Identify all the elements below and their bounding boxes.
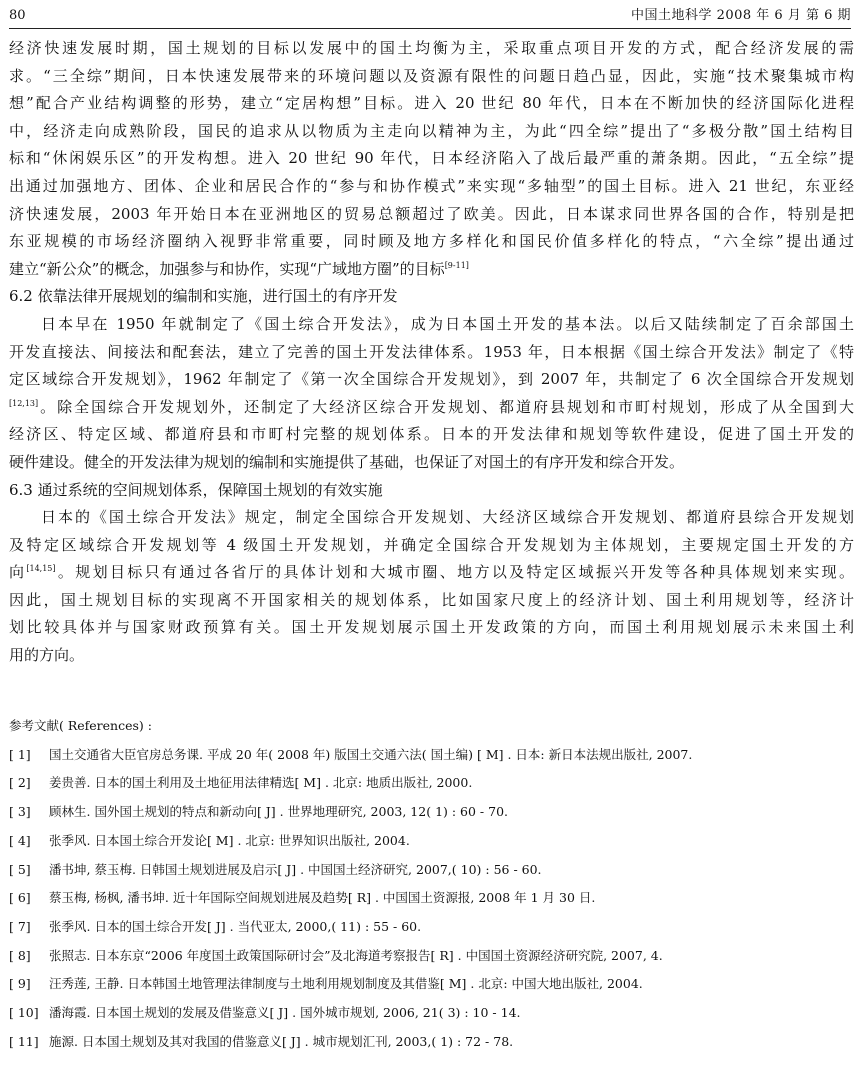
reference-text: 潘书坤, 蔡玉梅. 日韩国土规划进展及启示[ J] . 中国国土经济研究, 2007,( 10) : 56 - 60. bbox=[49, 861, 542, 877]
reference-text: 张季风. 日本的国土综合开发[ J] . 当代亚太, 2000,( 11) : 55 - 60. bbox=[49, 918, 422, 934]
reference-number: [ 11] bbox=[9, 1033, 39, 1049]
reference-text: 蔡玉梅, 杨枫, 潘书坤. 近十年国际空间规划进展及趋势[ R] . 中国国土资源报, 2008 年 1 月 30 日. bbox=[49, 890, 596, 906]
text-line: 因此，国土规划目标的实现离不开国家相关的规划体系，比如国家尺度上的经济计划、国土利用规划等，经济计 bbox=[9, 590, 854, 609]
text-line bbox=[9, 256, 854, 284]
references-section bbox=[9, 712, 854, 1056]
citation: [9-11] bbox=[444, 260, 469, 270]
text-line: 经济区、特定区域、都道府县和市町村完整的规划体系。日本的开发法律和规划等软件建设，促进了国土开发的 bbox=[9, 425, 854, 444]
reference-item bbox=[9, 884, 854, 913]
section-heading-6-2: 6.2 依靠法律开展规划的编制和实施，进行国土的有序开发 bbox=[9, 287, 398, 306]
reference-text: 汪秀莲, 王静. 日本韩国土地管理法律制度与土地利用规划制度及其借鉴[ M] . 北京: 中国大地出版社, 2004. bbox=[49, 976, 643, 992]
text-line: 中，经济走向成熟阶段，国民的追求从以物质为主走向以精神为主，为此“四全综”提出了“多极分散”国土结构目 bbox=[9, 121, 854, 140]
reference-number: [ 3] bbox=[9, 804, 31, 820]
reference-number: [ 4] bbox=[9, 832, 31, 848]
text-run: 向 bbox=[9, 563, 27, 582]
text-line: 及特定区域综合开发规划等 4 级国土开发规划，并确定全国综合开发规划为主体规划，主要规定国土开发的方 bbox=[9, 535, 854, 554]
text-run: 。除全国综合开发规划外，还制定了大经济区综合开发规划、都道府县规划和市町村规划，形成了从全国到大 bbox=[38, 397, 854, 416]
text-line: 经济快速发展时期，国土规划的目标以发展中的国土均衡为主，采取重点项目开发的方式，配合经济发展的需 bbox=[9, 39, 854, 57]
reference-number: [ 8] bbox=[9, 947, 31, 963]
reference-number: [ 2] bbox=[9, 775, 31, 791]
text-line bbox=[9, 559, 854, 587]
body-text bbox=[9, 35, 854, 670]
text-line: 求。“三全综”期间，日本快速发展带来的环境问题以及资源有限性的问题日趋凸显，因此，实施“技术聚集城市构 bbox=[9, 66, 854, 85]
text-line: 硬件建设。健全的开发法律为规划的编制和实施提供了基础，也保证了对国土的有序开发和综合开发。 bbox=[9, 452, 685, 471]
reference-text: 张照志. 日本东京“2006 年度国土政策国际研讨会”及北海道考察报告[ R] . 中国国土资源经济研究院, 2007, 4. bbox=[49, 947, 663, 963]
reference-item bbox=[9, 827, 854, 856]
section-heading-6-3: 6.3 通过系统的空间规划体系，保障国土规划的有效实施 bbox=[9, 480, 383, 499]
references-heading: 参考文献( References) : bbox=[9, 718, 152, 733]
reference-text: 姜贵善. 日本的国土利用及土地征用法律精选[ M] . 北京: 地质出版社, 2000. bbox=[49, 775, 473, 791]
reference-item bbox=[9, 913, 854, 942]
text-run: 。规划目标只有通过各省厅的具体计划和大城市圈、地方以及特定区域振兴开发等各种具体规划来实现。 bbox=[55, 563, 854, 582]
reference-text: 国土交通省大臣官房总务课. 平成 20 年( 2008 年) 版国土交通六法( 国土编) [ M] . 日本: 新日本法规出版社, 2007. bbox=[49, 746, 693, 762]
reference-item bbox=[9, 970, 854, 999]
reference-number: [ 1] bbox=[9, 746, 31, 762]
reference-list bbox=[9, 741, 854, 1057]
text-line: 用的方向。 bbox=[9, 646, 85, 665]
reference-number: [ 5] bbox=[9, 861, 31, 877]
journal-running-head: 中国土地科学 2008 年 6 月 第 6 期 bbox=[630, 8, 851, 23]
page-number: 80 bbox=[9, 8, 26, 23]
reference-number: [ 6] bbox=[9, 890, 31, 906]
reference-item bbox=[9, 769, 854, 798]
reference-item bbox=[9, 999, 854, 1028]
text-line: 开发直接法、间接法和配套法，建立了完善的国土开发法律体系。1953 年，日本根据《国土综合开发法》制定了《特 bbox=[9, 342, 854, 361]
reference-text: 张季风. 日本国土综合开发论[ M] . 北京: 世界知识出版社, 2004. bbox=[49, 832, 410, 848]
reference-text: 潘海霞. 日本国土规划的发展及借鉴意义[ J] . 国外城市规划, 2006, 21( 3) : 10 - 14. bbox=[49, 1005, 521, 1021]
citation: [12,13] bbox=[9, 398, 39, 408]
text-run: 建立“新公众”的概念，加强参与和协作，实现“广域地方圈”的目标 bbox=[9, 259, 445, 278]
text-line: 定区域综合开发规划》，1962 年制定了《第一次全国综合开发规划》，到 2007 年，共制定了 6 次全国综合开发规划 bbox=[9, 370, 854, 389]
page-header bbox=[9, 6, 851, 29]
text-line: 出通过加强地方、团体、企业和居民合作的“参与和协作模式”来实现“多轴型”的国土目标。进入 21 世纪，东亚经 bbox=[9, 176, 854, 195]
text-line: 想”配合产业结构调整的形势，建立“定居构想”目标。进入 20 世纪 80 年代，日本在不断加快的经济国际化进程 bbox=[9, 94, 854, 113]
text-line: 日本早在 1950 年就制定了《国土综合开发法》，成为日本国土开发的基本法。以后又陆续制定了百余部国土 bbox=[41, 314, 854, 333]
reference-text: 施源. 日本国土规划及其对我国的借鉴意义[ J] . 城市规划汇刊, 2003,( 1) : 72 - 78. bbox=[49, 1033, 514, 1049]
text-line: 日本的《国土综合开发法》规定，制定全国综合开发规划、大经济区域综合开发规划、都道府县综合开发规划 bbox=[41, 508, 854, 527]
reference-item bbox=[9, 856, 854, 885]
text-line bbox=[9, 394, 854, 422]
reference-number: [ 10] bbox=[9, 1005, 39, 1021]
citation: [14,15] bbox=[26, 564, 56, 574]
text-line: 东亚规模的市场经济圈纳入视野非常重要，同时顾及地方多样化和国民价值多样化的特点，“六全综”提出通过 bbox=[9, 232, 854, 251]
reference-item bbox=[9, 798, 854, 827]
reference-item bbox=[9, 741, 854, 770]
text-line: 标和“休闲娱乐区”的开发构想。进入 20 世纪 90 年代，日本经济陷入了战后最严重的萧条期。因此，“五全综”提 bbox=[9, 149, 854, 168]
reference-number: [ 7] bbox=[9, 918, 31, 934]
reference-item bbox=[9, 1028, 854, 1057]
reference-item bbox=[9, 942, 854, 971]
text-line: 划比较具体并与国家财政预算有关。国土开发规划展示国土开发政策的方向，而国土利用规划展示未来国土利 bbox=[9, 618, 854, 637]
reference-text: 顾林生. 国外国土规划的特点和新动向[ J] . 世界地理研究, 2003, 12( 1) : 60 - 70. bbox=[49, 804, 509, 820]
reference-number: [ 9] bbox=[9, 976, 31, 992]
text-line: 济快速发展，2003 年开始日本在亚洲地区的贸易总额超过了欧美。因此，日本谋求同世界各国的合作，特别是把 bbox=[9, 204, 854, 223]
